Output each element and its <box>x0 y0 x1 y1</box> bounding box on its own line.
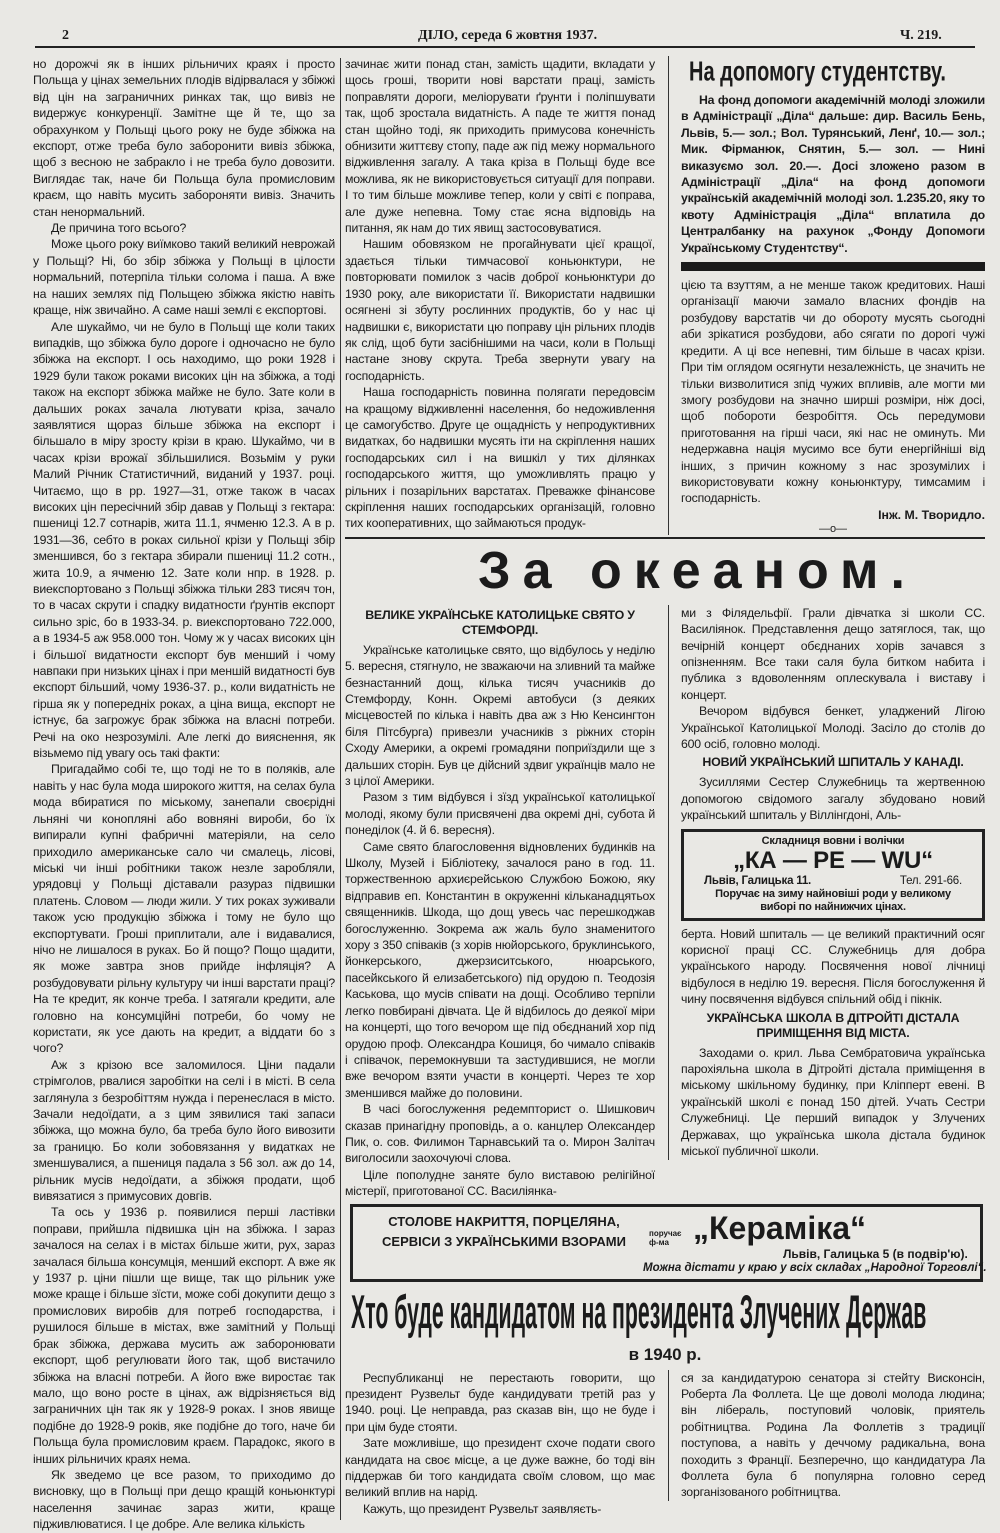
article-economy-col1 <box>33 56 335 1533</box>
ad-keramika-brand: „Кераміка“ <box>693 1209 867 1246</box>
paragraph: Пригадаймо собі те, що тоді не то в поляків, але навіть у нас була мода широкого життя, на селах була мода вбиратися по міському, занепали своєрідні льняні чи конопляні або вовняні вироби, бо їх випирали купні фабричні матеріяли, на село приходило американське сало чи смалець, лісові, міські чи інші робітники також незле заробляли, урядовці у Польщі діставали разураз підвишки платень. Словом — люди жили. У тих роках зуживали також усю продукцію збіжжа і тому не було що експортувати. Гроші приплитали, але і видавалися, нічо не лишалося в руках. Бо й пощо? Пощо щадити, як може завтра знов прийде інфляція? А розбудовувати рільну культуру чи інші варстати праці? На те кредит, як конче треба. І затягали кредити, але головно на консумційні потреби, бо чому не користати, як усе дають на кредит, а віддати бо з чого? <box>33 762 335 1056</box>
article-president-left <box>345 1370 655 1518</box>
article-overseas-right <box>668 605 985 1160</box>
president-headline-wrap <box>345 1288 985 1344</box>
ad-keramika-address: Львів, Галицька 5 (в подвір'ю). <box>783 1246 968 1261</box>
ad-brand: „КА — РЕ — WU“ <box>733 846 933 874</box>
students-headline: На допомогу студентству. <box>689 56 946 88</box>
students-fund-notice <box>681 92 985 256</box>
stamford-title: ВЕЛИКЕ УКРАЇНСЬКЕ КАТОЛИЦЬКЕ СВЯТО У СТЕМФОРДІ. <box>365 607 635 637</box>
ad-karewu <box>681 829 985 921</box>
hospital-title: НОВИЙ УКРАЇНСЬКИЙ ШПИТАЛЬ У КАНАДІ. <box>702 755 964 770</box>
overseas-headline-wrap <box>345 539 985 605</box>
paragraph: Наша господарність повинна полягати передовсім на кращому відживленні населення, бо недоживлення це самогубство. Друге це ощадність у непродуктивних видатках, бо надвишки мусять іти на скріплення наших господарських сил і на вишкіл у тих ділянках господарського життя, що уможливлять працю у рільних і позарільних варстатах. Преважке фінансове скріплення наших господарських організацій, головно тих кооперативних, що займаються продук- <box>345 385 655 531</box>
paragraph: Заходами о. крил. Льва Сембратовича українська парохіяльна школа в Дітройті дістала приміщення в міському шкільному будинку, при Кліпперт евені. В українській школі є понад 150 дітей. Учать Сестри Служебниці. Це перший випадок у Злучених Державах, що українська школа дістала будинок міської публичної школи. <box>681 1045 985 1159</box>
president-subhead: в 1940 р. <box>628 1344 702 1364</box>
president-headline: Хто буде кандидатом на президента Злучених Держав <box>351 1286 927 1339</box>
paragraph: Зате можливіше, що президент схоче подати свого кандидата на своє місце, а це дуже важне, бо тоді він піддержав би того кандидата своїм словом, що має великий вплив на нарід. <box>345 1436 655 1500</box>
ad-line1: СТОЛОВЕ НАКРИТТЯ, ПОРЦЕЛЯНА, <box>388 1213 620 1229</box>
paragraph: Кажуть, що президент Рузвельт заявляєть- <box>363 1501 602 1516</box>
paragraph: Саме свято благословення відновлених будинків на Школу, Музей і Бібліотеку, зачалося рано в год. 11. торжественною архиєрейською Службою Божою, яку відправив еп. Константин в окруженні кільканадцятьох священників. Шкода, що дощ увесь час перешкоджав богослуженню. Зокрема аж жаль було знаменитого хору з 350 співаків (з хорів нюйорського, бруклинського, йонкерського, джерзиситського, нюарського, пасейкського й елизабетського) під орудою п. Теодозія Каськова, що мусів співати на дощі. Особливо терпіли легко повбирані дівчата. Це й відбилось до деякої міри на концерті, що того вечором ще під обєднаний хор під орудою проф. Олександра Кошиця, бо чимало співаків і співачок, перемокнувши та застудившися, не могли вже вечором взяти участи в концерті. Через те хор зменшився майже до половини. <box>345 839 655 1100</box>
column-divider <box>340 58 341 1520</box>
paragraph: Зусиллями Сестер Служебниць та жертвенною допомогою свідомого загалу збудовано новий український шпиталь у Віллінгдоні, Аль- <box>681 775 985 823</box>
section-divider: —o— <box>818 522 848 535</box>
paragraph: Нашим обовязком не прогайнувати цієї кращої, здається тільки тимчасової коньюнктури, не повторювати помилок з часів доброї коньюнктури до 1930 року, але використати її. Використати надвишки осягнені зі збуту рослинних продуктів, бо у нас ці надвишки є, використати цю поправу цін рільних плодів як слід, щоб бути засібнішими на часи, коли в Польщі настане знову скрута. Треба звернути увагу на господарність. <box>345 237 655 383</box>
article-stamford <box>345 605 655 1200</box>
ad-kicker: Складниця вовни і волічки <box>761 834 905 847</box>
article-economy-col2 <box>345 56 655 532</box>
ad-line2: СЕРВІСИ З УКРАЇНСЬКИМИ ВЗОРАМИ <box>382 1233 626 1249</box>
paragraph: зачинає жити понад стан, замість щадити, вкладати у щось гроші, творити нові варстати праці, замість поправляти дороги, меліорувати ґрунти і поліпшувати так, щоб зростала видатність. А паде те життя понад стан щойно тоді, як приходить примусова конечність обнизити життєву стопу, паде аж під межу нормального відживлення загалу. А така кріза в Польщі буде все можлива, як не використовується ситуації для поправи. І то тим більше можливе тепер, коли у світі є поправа, але дуже непевна. Тому стає ясна відповідь на питання, як нам до тих явищ застосовуватися. <box>345 57 655 236</box>
black-bar-divider <box>681 262 985 271</box>
paragraph: Може цього року виїмково такий великий неврожай у Польщі? Ні, бо збір збіжжа у Польщі в цілости нормальний, потерпіла тільки солома і паша. А вже на наших землях під Польщею збіжжа якістю навіть краще, ніж звичайно. А саме наші землі є експортові. <box>33 237 335 318</box>
paragraph: Разом з тим відбувся і зїзд української католицької молоді, якому були присвячені два окремі дні, субота й понеділок (4. й 6. вересня). <box>345 790 655 838</box>
paragraph: Та ось у 1936 р. появилися перші ластівки поправи, прийшла підвишка цін на збіжжа. І зараз зачалося на селах і в містах більше жити, рух, зараз зачалася більша консумція, менший експорт. А вже як у 1937 р. ціни пішли ще вище, так що рільник уже може краще і більше зїсти, може собі докупити дещо з промислових виробів для потреб господарства, і рушилося більше в містах, вже замітний у Польщі брак збіжжа, держава мусить аж заборонювати експорт, щоб регулювати його так, щоб вистачило збіжжа на власні потреби. А його вже виростає так мало, що воно росте в цінах, аж відрізняється від заграничних цін так як у 1928-9 роках. І знов явище подібне до 1928-9 років, яке подібне до того, наче би Польща була промисловим краєм. Парадокс, якого в інших рільничих краях нема. <box>33 1205 335 1466</box>
paragraph: Вечором відбувся бенкет, уладжений Лігою Української Католицької Молоді. Засіло до столів до 600 осіб, головно молоді. <box>681 704 985 751</box>
paragraph: На фонд допомоги академічній молоді зложили в Адміністрації „Діла“ дальше: дир. Василь Бень, Львів, 5.— зол.; Вол. Турянський, Ленґ, 10.— зол.; Мик. Фірманюк, Снятин, 5.— зол. — Нині виказуємо зол. 20.—. Досі зложено разом в Адміністрації „Діла“ на фонд допомоги українській академічній молоді зол. 1.235.20, яку то квоту Адміністрація „Діла“ вплатила до Централбанку на рахунок „Фонду Допомоги Українському Студентству“. <box>681 93 985 255</box>
students-headline-wrap <box>681 56 985 92</box>
ad-keramika <box>350 1204 987 1282</box>
paragraph: Але шукаймо, чи не було в Польщі ще коли таких випадків, що збіжжа було дороге і одночасно не було збіжжа на експорт. І ось находимо, що роки 1928 і 1929 були також роками високих цін на збіжжа, а тоді також на експорт збіжжа майже не було. Зате коли в дальших роках зачала лютувати кріза, зачало заявлятися щораз більше збіжжа на експорт і більшало в міру зросту крізи в краю. Шукаймо, чи в часах крізи врожаї збільшилися. Возьмім у руки Малий Річник Статистичний, виданий у 1937. році. Читаємо, що в рр. 1927—31, отже також в часах високих цін пересічний збір давав у Польщі з гектара: пшениці 12.7 сотнарів, жита 11.1, ячменю 12.3. А в р. 1931—36, себто в роках сильної крізи у Польщі збір зменшився, бо з гектара збирали пшениці 11.2 сотн., жита 10.9, а ячменю 12. Зате коли нпр. в 1928. р. виекспортовано з Польщі збіжжа тільки 283 тисяч тон, то в часах скрути і спадку видатности ґрунтів експорт сильно зріс, бо в 1933-34. р. виекспортовано 722.000, а в 1934-5 аж 958.000 тон. Чому ж у часах високих цін і більшої видатности експорт був менший і чому навпаки при низьких цінах і при меншій видатності був експорт більший, чому 1936-37. р., коли видатність не гірша як у попередніх роках, а ціна вища, експорт не істнує, ба загрожує брак збіжжа на власні потреби. Речі на око незрозумілі. Але легкі до вияснення, як візьмемо під увагу ось такі факти: <box>33 319 335 761</box>
paragraph: В часі богослуження редемпторист о. Шишкович сказав принагідну проповідь, а о. канцлер Олександер Пик, о. сов. Филимон Тарнавський та о. Мирон Залітач виголосили заохочуючі слова. <box>345 1102 655 1166</box>
ad-text: Поручає на зиму найновіші роди у великому виборі по найнижчих цінах. <box>715 887 951 913</box>
ad-address: Львів, Галицька 11. <box>704 874 812 887</box>
article-economy-col3 <box>681 277 985 507</box>
paragraph: Ціле пополудне заняте було виставою релігійної містерії, приготованої СС. Василіянка- <box>345 1167 655 1199</box>
header-rule <box>35 46 975 48</box>
issue-number: Ч. 219. <box>900 28 942 43</box>
top-row <box>345 56 985 535</box>
paragraph: но дорожчі як в інших рільничих краях і просто Польща у цінах земельних плодів відірвалася у збіжжі від цін на заграничних ринках так, що вивіз не видержує конкуренції. Замітне ще й те, що за обрахунком у Польщі цього року не буде збіжжа на експорт, отже треба було заборонити вивіз збіжжа, щоб з весною не забракло і не треба було довозити. Виглядає так, наче би Польща була промисловим краєм, що навіть мусить забороняти вивіз. Значить стан ненормальний. <box>33 57 335 219</box>
right-section <box>345 56 985 1517</box>
ad-small: поручає ф-ма <box>649 1228 682 1247</box>
top-right-column <box>668 56 985 535</box>
paragraph: ся за кандидатурою сенатора зі стейту Висконсін, Роберта Ла Фоллета. Це ще доволі молода людина; він лібераль, поступовий чоловік, приятель робітництва. Родина Ла Фоллетів з традиції поступова, а навіть у деччому радикальна, вона походить з Франції. Безперечно, що кандидатура Ла Фоллета була б популярна головно серед зорганізованого робітництва. <box>681 1370 985 1500</box>
overseas-headline: За океаном. <box>478 541 917 600</box>
paragraph: ми з Філядельфії. Грали дівчатка зі школи СС. Василіянок. Представлення дещо затяглося, так, що вечірній концерт обєднаних хорів зачався з опізненням. Все таки саля була битком набита і публика з вдоволенням оплескувала і виставу і концерт. <box>681 605 985 702</box>
paragraph: Аж з крізою все заломилося. Ціни падали стрімголов, рвалися заробітки на селі і в місті. В села заглянула з безробіттям нужда і перенеслася в місто. Зачали недоїдати, а з цим зявилися такі запаси збіжжа, що можна було, ба треба було його вивозити за границю. Бо коли зобовязання у видатках не зменшувалися, а пшениця падала з 56 зол. аж до 14, рільник мусів недоїдати, а збіжжя продати, щоб вивязатися з примусових довгів. <box>33 1057 335 1204</box>
ad-keramika-stores: Можна дістати у краю у всіх складах „Народної Торговлі“. <box>643 1261 987 1274</box>
ad-phone: Тел. 291-66. <box>899 874 962 887</box>
masthead-title: ДІЛО, середа 6 жовтня 1937. <box>418 28 598 43</box>
paragraph: Українське католицьке свято, що відбулось у неділю 5. вересня, стягнуло, не зважаючи на зливний та майже безнастанний дощ, кілька тисяч учасників до Стемфорду, Конн. Окремі автобуси (з деяких місцевостей по кілька і навіть два аж з Ню Кенсингтон біля Пітсбурга) привезли учасників з ріжних сторін Сходу Америки, а окремі громадяни поприїздили ще з дальших сторін. Був це дійсний здвиг українців мало не з цілої Америки. <box>345 642 655 788</box>
paragraph: Республиканці не перестають говорити, що президент Рузвельт буде кандидувати третій раз у 1940. році. Це неправда, раз сказав він, що не буде і при цім буде стояти. <box>345 1370 655 1434</box>
overseas-row <box>345 605 985 1200</box>
school-title: УКРАЇНСЬКА ШКОЛА В ДІТРОЙТІ ДІСТАЛА ПРИМІЩЕННЯ ВІД МІСТА. <box>706 1010 960 1040</box>
paragraph: Як зведемо це все разом, то приходимо до висновку, що в Польщі при дещо кращій коньюнктурі населення зачинає зараз жити, краще підживлюватися. І це добре. Але велика кількість <box>33 1467 335 1532</box>
paragraph: Де причина того всього? <box>51 221 187 236</box>
paragraph: берта. Новий шпиталь — це великий практичний осяг корисної праці СС. Служебниць для добра українського народу. Посвячення нової лічниці відбулося в неділю 19. вересня. Після богослуження й чину посвячення відбувся спільний обід і пікнік. <box>681 926 985 1007</box>
author-signature: Інж. М. Творидло. <box>878 507 985 522</box>
president-row <box>345 1370 985 1518</box>
page-number: 2 <box>62 28 69 43</box>
paragraph: цією та взуттям, а не менше також кредитових. Наші організації маючи замало власних фондів на розбудову варстатів чи до обороту мусять сьогодні аби зрікатися розбудови, або сягати по дорогі чужі кредити. А ці все непевні, тим більше в часах крізи. При тім оглядом осягнути незалежність, це значить не тільки визволитися зпід чужих впливів, але могти ми змогу розбудови на значно ширші розміри, ніж досі, щоб побороти безробіття. Ось передумови приготовання на гірші часи, які нас не оминуть. Ми недержавна нація мусимо все бути енергійніші від інших, з причин кожному з нас зрозумілих і використовувати кожну коньюнктуру, тимсамим і господарність. <box>681 278 985 506</box>
article-president-right <box>668 1370 985 1501</box>
